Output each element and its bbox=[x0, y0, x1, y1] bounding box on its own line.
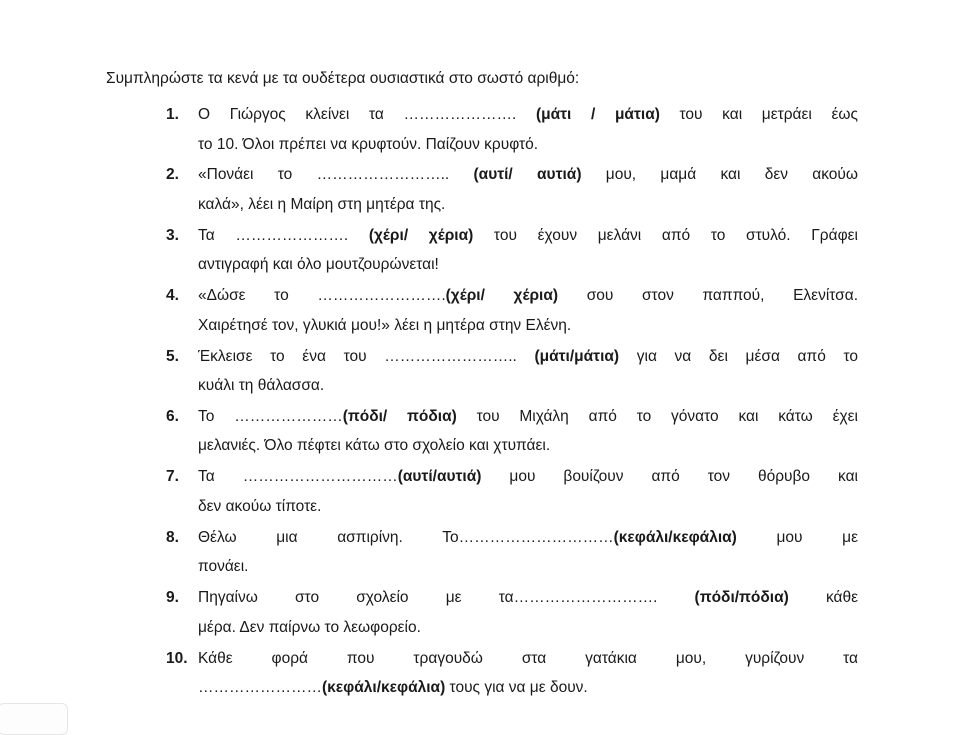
exercise-instruction: Συμπληρώστε τα κενά με τα ουδέτερα ουσιαστικά στο σωστό αριθμό: bbox=[106, 70, 580, 87]
item-text bbox=[198, 523, 858, 582]
exercise-item-10 bbox=[166, 644, 858, 704]
item-line-2: δεν ακούω τίποτε. bbox=[198, 497, 322, 515]
word-hint: (πόδι/πόδια) bbox=[694, 589, 789, 607]
item-line-1: Κάθε φορά που τραγουδώ στα γατάκια μου, γυρίζουν τα bbox=[198, 649, 858, 667]
item-number: 2. bbox=[166, 166, 179, 184]
item-text bbox=[198, 402, 858, 461]
item-number: 4. bbox=[166, 287, 179, 305]
item-line-1: «Πονάει το …………………….. (αυτί/ αυτιά) μου, μαμά και δεν ακούω bbox=[198, 166, 858, 184]
exercise-list bbox=[166, 100, 858, 704]
item-text bbox=[198, 221, 858, 280]
item-line-1: Έκλεισε το ένα του …………………….. (μάτι/μάτια) για να δει μέσα από το bbox=[198, 347, 858, 365]
word-hint: (κεφάλι/κεφάλια) bbox=[613, 528, 737, 546]
exercise-item-1 bbox=[166, 100, 858, 160]
item-line-1: «Δώσε το …………………….(χέρι/ χέρια) σου στον παππού, Ελενίτσα. bbox=[198, 287, 858, 305]
item-line-1: Πηγαίνω στο σχολείο με τα………………………. (πόδι/πόδια) κάθε bbox=[198, 589, 858, 607]
word-hint: (κεφάλι/κεφάλια) bbox=[322, 679, 446, 697]
exercise-item-5 bbox=[166, 342, 858, 402]
item-number: 1. bbox=[166, 106, 179, 123]
corner-tab bbox=[0, 703, 68, 735]
item-line-2: μελανιές. Όλο πέφτει κάτω στο σχολείο και χτυπάει. bbox=[198, 437, 551, 455]
item-line-2: αντιγραφή και όλο μουτζουρώνεται! bbox=[198, 256, 439, 274]
item-text bbox=[198, 160, 858, 219]
word-hint: (χέρι/ χέρια) bbox=[368, 226, 474, 244]
word-hint: (χέρι/ χέρια) bbox=[445, 287, 559, 305]
item-number: 6. bbox=[166, 407, 179, 425]
exercise-item-8 bbox=[166, 523, 858, 583]
exercise-item-7 bbox=[166, 462, 858, 522]
word-hint: (μάτι/μάτια) bbox=[534, 347, 620, 365]
item-number: 10. bbox=[166, 649, 188, 667]
word-hint: (μάτι / μάτια) bbox=[535, 106, 660, 123]
word-hint: (αυτί/αυτιά) bbox=[397, 468, 482, 486]
exercise-item-3 bbox=[166, 221, 858, 281]
item-line-2: Χαιρέτησέ τον, γλυκιά μου!» λέει η μητέρα στην Ελένη. bbox=[198, 316, 572, 334]
item-text bbox=[198, 583, 858, 642]
item-line-2: το 10. Όλοι πρέπει να κρυφτούν. Παίζουν κρυφτό. bbox=[198, 135, 539, 153]
item-number: 9. bbox=[166, 589, 179, 607]
item-text bbox=[198, 644, 858, 703]
item-line-2: μέρα. Δεν παίρνω το λεωφορείο. bbox=[198, 618, 421, 636]
item-number: 5. bbox=[166, 347, 179, 365]
item-line-1: Το …………………(πόδι/ πόδια) του Μιχάλη από το γόνατο και κάτω έχει bbox=[198, 407, 858, 425]
exercise-item-4 bbox=[166, 281, 858, 341]
item-text bbox=[198, 342, 858, 401]
item-line-2: πονάει. bbox=[198, 558, 249, 576]
word-hint: (πόδι/ πόδια) bbox=[342, 407, 457, 425]
item-line-2: καλά», λέει η Μαίρη στη μητέρα της. bbox=[198, 195, 446, 213]
item-number: 7. bbox=[166, 468, 179, 486]
item-line-1: Θέλω μια ασπιρίνη. Το…………………………(κεφάλι/κεφάλια) μου με bbox=[198, 528, 858, 546]
item-text bbox=[198, 281, 858, 340]
item-line-1: Ο Γιώργος κλείνει τα …………………. (μάτι / μάτια) του και μετράει έως bbox=[198, 106, 858, 123]
item-line-2: ……………………(κεφάλι/κεφάλια) τους για να με δουν. bbox=[198, 679, 588, 697]
item-number: 8. bbox=[166, 528, 179, 546]
item-line-2: κυάλι τη θάλασσα. bbox=[198, 377, 325, 395]
exercise-item-6 bbox=[166, 402, 858, 462]
exercise-item-2 bbox=[166, 160, 858, 220]
item-text bbox=[198, 100, 858, 159]
item-line-1: Τα …………………………(αυτί/αυτιά) μου βουίζουν από τον θόρυβο και bbox=[198, 468, 858, 486]
word-hint: (αυτί/ αυτιά) bbox=[473, 166, 582, 184]
item-line-1: Τα …………………. (χέρι/ χέρια) του έχουν μελάνι από το στυλό. Γράφει bbox=[198, 226, 858, 244]
item-text bbox=[198, 462, 858, 521]
exercise-item-9 bbox=[166, 583, 858, 643]
item-number: 3. bbox=[166, 226, 179, 244]
